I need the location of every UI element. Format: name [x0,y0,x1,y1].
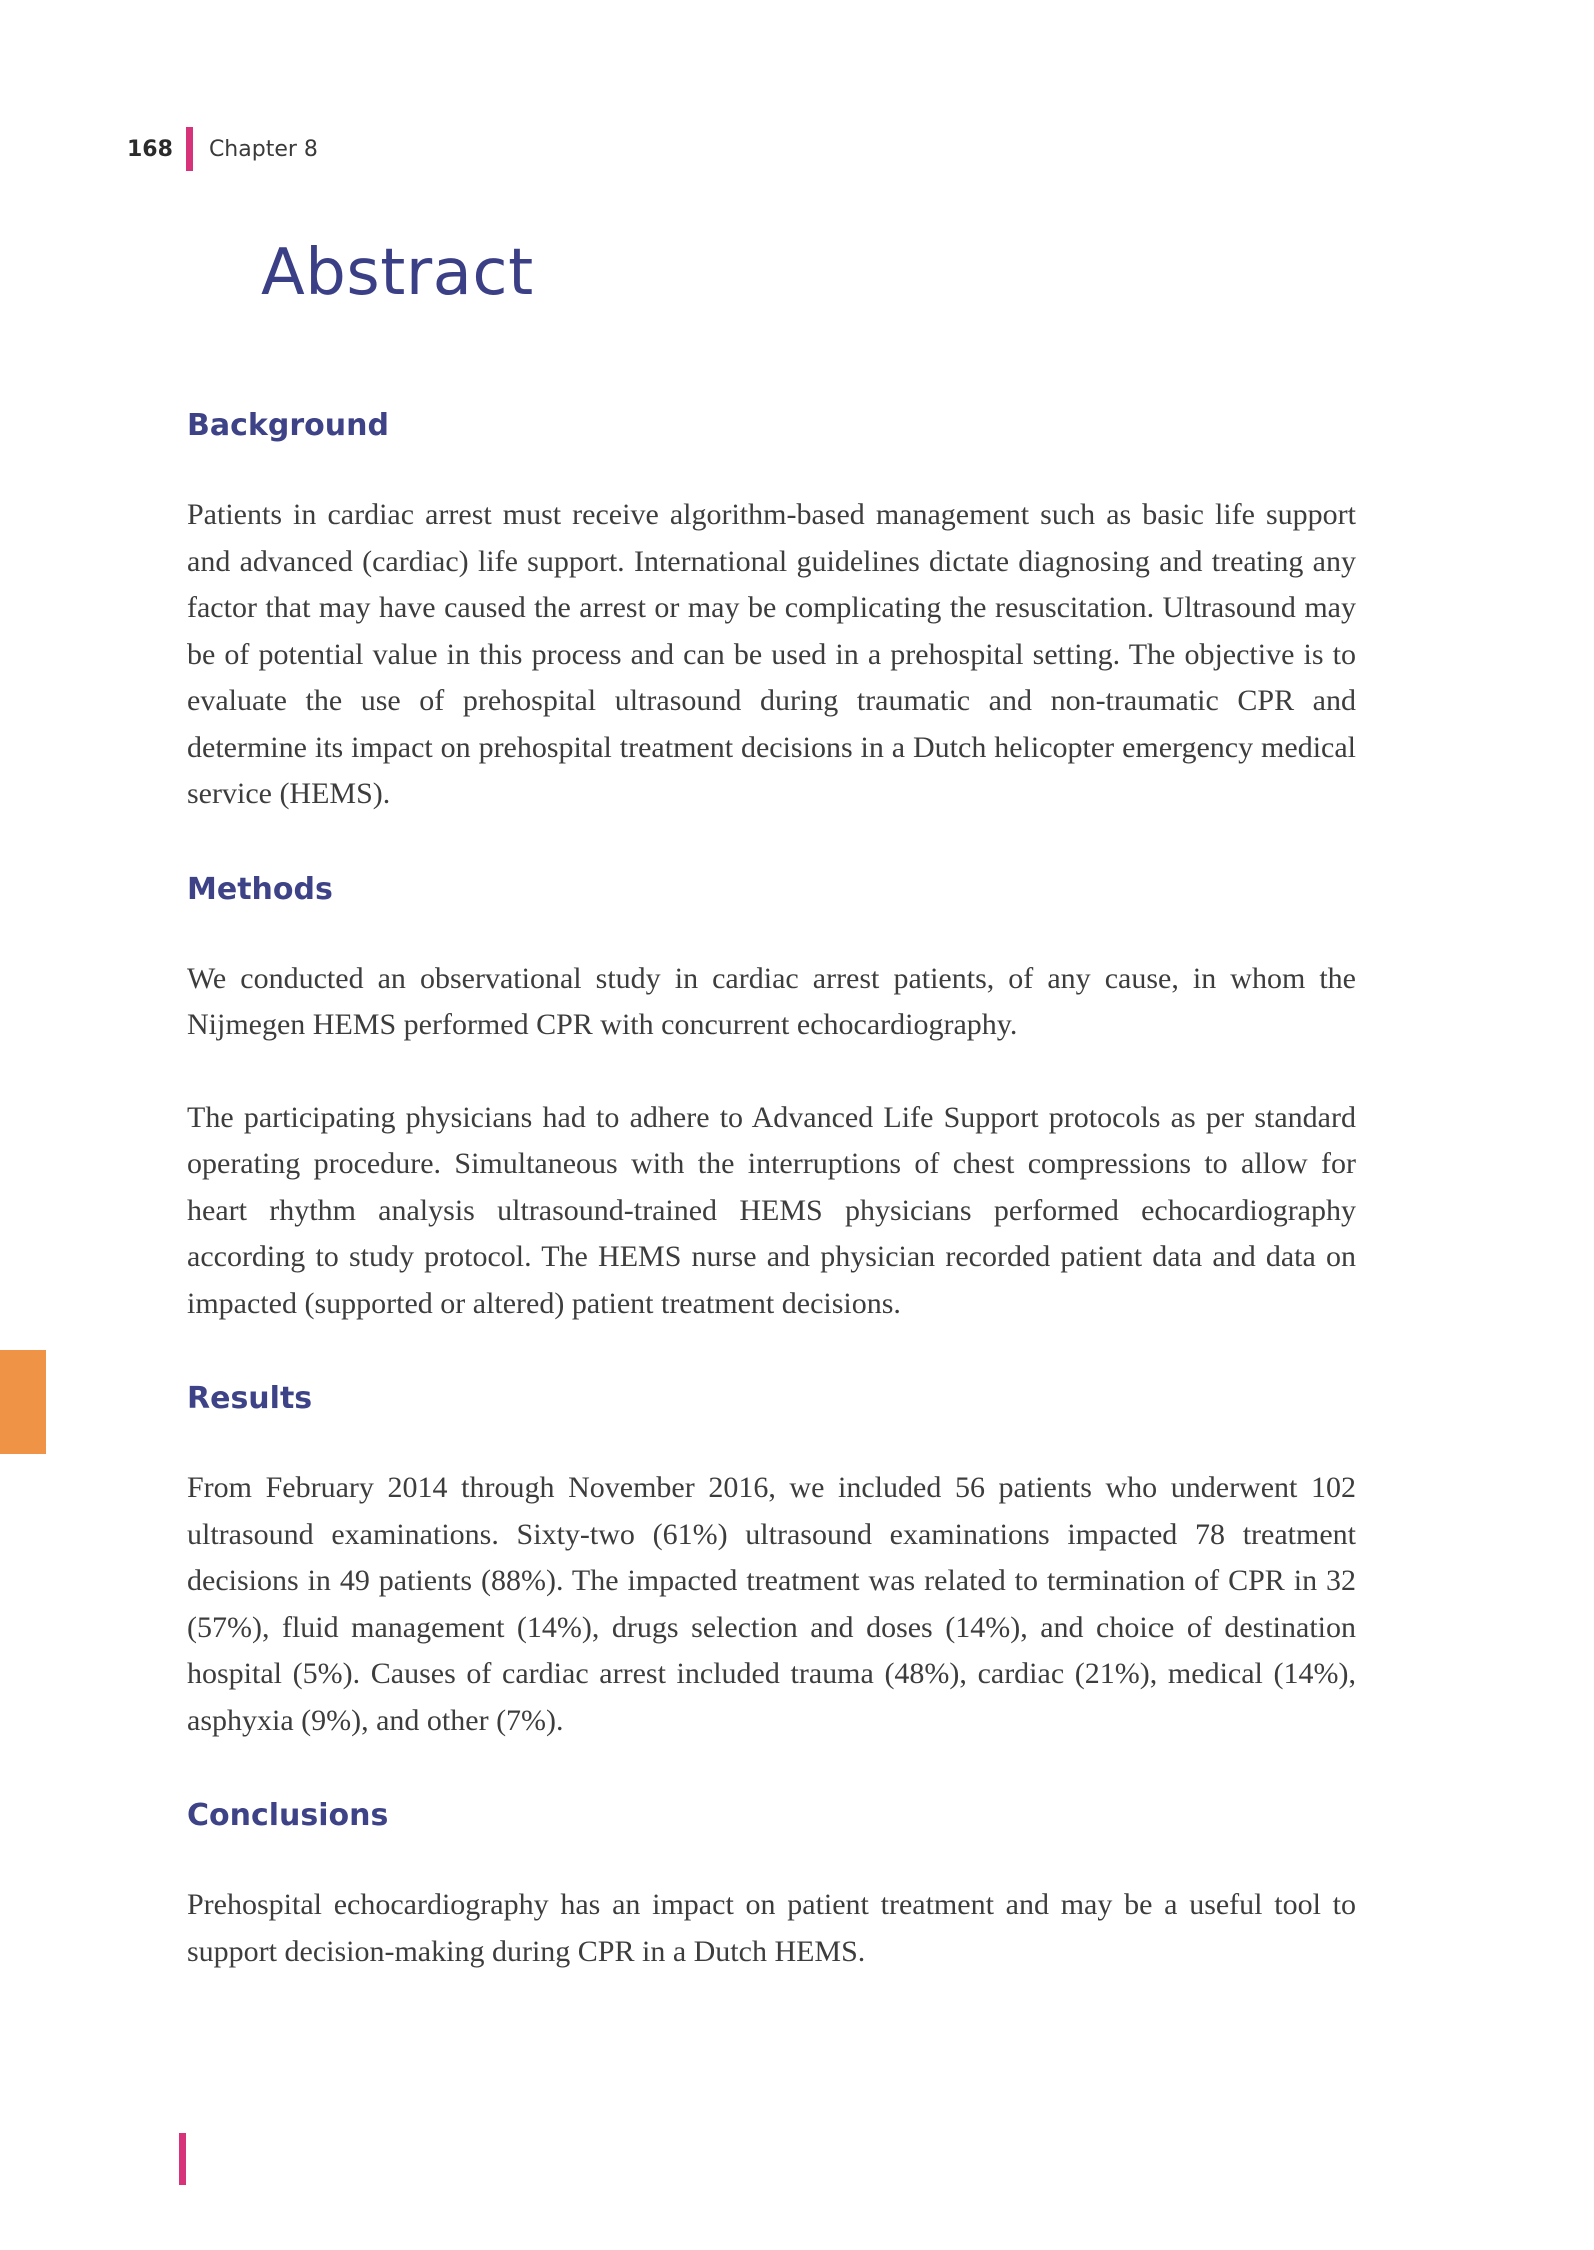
conclusions-heading: Conclusions [187,1798,389,1833]
chapter-side-tab [0,1350,46,1454]
background-paragraph: Patients in cardiac arrest must receive algorithm-based management such as basic life support and advanced (cardiac) life support. International guidelines dictate diagnosing and treating any factor that may have caused the arrest or may be complicating the resuscitation. Ultrasound may be of potential value in this process and can be used in a prehospital setting. The objective is to evaluate the use of prehospital ultrasound during traumatic and non-traumatic CPR and determine its impact on prehospital treatment decisions in a Dutch helicopter emergency medical service (HEMS). [187,498,1356,810]
background-heading: Background [187,408,389,443]
conclusions-paragraph: Prehospital echocardiography has an impact on patient treatment and may be a useful tool to support decision-making during CPR in a Dutch HEMS. [187,1888,1356,1968]
methods-heading: Methods [187,871,333,907]
results-heading: Results [187,1381,313,1416]
abstract-body [187,400,1356,1975]
header-accent-bar [186,127,193,171]
results-paragraph: From February 2014 through November 2016, we included 56 patients who underwent 102 ultrasound examinations. Sixty-two (61%) ultrasound examinations impacted 78 treatment decisions in 49 patients (88%). The impacted treatment was related to termination of CPR in 32 (57%), fluid management (14%), drugs selection and doses (14%), and choice of destination hospital (5%). Causes of cardiac arrest included trauma (48%), cardiac (21%), medical (14%), asphyxia (9%), and other (7%). [187,1471,1356,1737]
chapter-label: Chapter 8 [208,136,318,162]
running-head [127,128,318,170]
page-number: 168 [127,136,173,162]
methods-paragraph-2: The participating physicians had to adhere to Advanced Life Support protocols as per standard operating procedure. Simultaneous with the interruptions of chest compressions to allow for heart rhythm analysis ultrasound-trained HEMS physicians performed echocardiography according to study protocol. The HEMS nurse and physician recorded patient data and data on impacted (supported or altered) patient treatment decisions. [187,1100,1356,1320]
page-title: Abstract [261,236,534,310]
footer-accent-bar [179,2133,186,2185]
methods-paragraph-1: We conducted an observational study in cardiac arrest patients, of any cause, in whom the Nijmegen HEMS performed CPR with concurrent echocardiography. [187,961,1356,1041]
